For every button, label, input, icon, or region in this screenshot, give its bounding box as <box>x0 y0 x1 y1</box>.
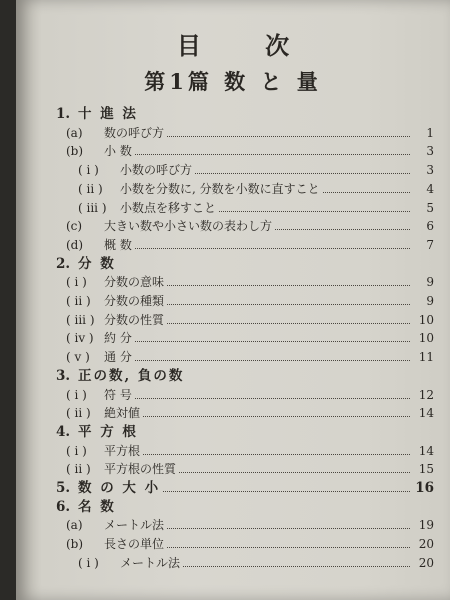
page-title: 目 次 <box>176 31 318 60</box>
dot-leader <box>183 565 410 567</box>
toc-entry <box>16 158 450 177</box>
toc-page-number: 1 <box>426 125 434 140</box>
toc-page-number: 5 <box>426 200 434 215</box>
toc-entry-number: 4. <box>56 423 71 440</box>
toc-entry-title: 約 分 <box>104 331 132 346</box>
toc-entry <box>16 102 450 121</box>
dot-leader <box>135 340 410 342</box>
toc-entry <box>16 551 450 570</box>
toc-entry-number: 3. <box>56 367 71 384</box>
toc-entry-number: (b) <box>66 144 84 159</box>
toc-entry <box>16 139 450 158</box>
toc-page-number: 10 <box>418 331 434 346</box>
toc-entry-title: 平方根の性質 <box>104 462 177 477</box>
toc-page-number: 3 <box>426 144 434 159</box>
toc-entry-number: ( ii ) <box>78 181 103 196</box>
toc-page-number: 9 <box>426 294 434 308</box>
toc-entry-number: ( iii ) <box>66 312 95 327</box>
toc-page-number: 19 <box>418 518 434 533</box>
toc-entry-number: ( i ) <box>66 387 87 402</box>
dot-leader <box>143 415 410 417</box>
toc-page-number: 6 <box>426 219 434 234</box>
toc-entry <box>16 270 450 289</box>
toc-entry <box>16 364 450 383</box>
toc-entry-title: 通 分 <box>104 350 132 365</box>
toc-entry <box>16 439 450 458</box>
toc-page-number: 10 <box>418 312 434 327</box>
toc-entry-number: 5. <box>56 480 71 496</box>
toc-entry-number: ( v ) <box>66 350 90 365</box>
toc-entry <box>16 233 450 252</box>
toc-page-number: 7 <box>426 237 434 252</box>
toc-entry-number: ( iii ) <box>78 200 107 215</box>
toc-entry-title: 符 号 <box>104 387 132 402</box>
toc-entry-title: 平 方 根 <box>78 423 138 440</box>
dot-leader <box>167 322 410 324</box>
toc-entry-title: 分 数 <box>78 255 116 272</box>
toc-entry-number: (a) <box>66 125 83 140</box>
dot-leader <box>167 546 410 548</box>
toc-entry-number: 2. <box>56 255 71 272</box>
toc-page-number: 11 <box>418 350 434 365</box>
toc-entry-title: 数 の 大 小 <box>78 480 161 496</box>
toc-entry <box>16 401 450 420</box>
toc-entry-title: 小数点を移すこと <box>120 200 217 215</box>
toc-entry <box>16 308 450 327</box>
dot-leader <box>167 303 410 305</box>
toc-entry-title: メートル法 <box>104 518 165 533</box>
toc-entry-number: (b) <box>66 537 84 552</box>
toc-entry <box>16 121 450 140</box>
toc-page-number: 9 <box>426 275 434 290</box>
toc-entry-number: ( i ) <box>66 443 87 458</box>
toc-entry-number: (a) <box>66 518 83 533</box>
toc-entry <box>16 214 450 233</box>
toc-entry-number: ( i ) <box>78 163 99 178</box>
toc-page-number: 14 <box>418 406 434 421</box>
dot-leader <box>135 247 410 249</box>
toc-entry-title: 小 数 <box>104 144 132 159</box>
toc-entry <box>16 495 450 514</box>
toc-page-number: 14 <box>418 443 434 458</box>
toc-entry <box>16 252 450 271</box>
toc-entry-title: 小数の呼び方 <box>120 163 193 178</box>
toc-entry-title: 平方根 <box>104 443 141 458</box>
toc-page-number: 4 <box>426 181 434 196</box>
dot-leader <box>167 527 410 529</box>
toc-entry <box>16 532 450 551</box>
toc-entry <box>16 420 450 439</box>
toc-entry <box>16 289 450 308</box>
toc-entry-number: ( i ) <box>78 555 99 570</box>
toc-page-number: 3 <box>426 163 434 178</box>
toc-entry-title: 絶対値 <box>104 406 141 421</box>
book-page <box>16 0 450 600</box>
toc-page-number: 15 <box>418 462 434 477</box>
toc-entry <box>16 177 450 196</box>
dot-leader <box>195 172 410 174</box>
toc-entry-title: 正の数, 負の数 <box>78 367 185 384</box>
toc-entry-number: ( ii ) <box>66 406 91 421</box>
part-title: 第1篇 数 と 量 <box>144 69 322 94</box>
dot-leader <box>163 490 410 492</box>
dot-leader <box>219 210 410 212</box>
dot-leader <box>135 397 410 399</box>
dot-leader <box>167 135 410 137</box>
toc-entry-title: メートル法 <box>120 555 181 570</box>
toc-entry-title: 大きい数や小さい数の表わし方 <box>104 219 273 234</box>
toc-entry-number: ( iv ) <box>66 331 94 346</box>
toc-entry-number: ( ii ) <box>66 294 91 308</box>
toc-entry-number: ( ii ) <box>66 462 91 477</box>
toc-entry-title: 分数の種類 <box>104 294 165 308</box>
toc-entry-number: 6. <box>56 498 71 515</box>
dot-leader <box>135 359 410 361</box>
toc-entry-title: 分数の意味 <box>104 275 165 290</box>
toc-page-number: 16 <box>415 480 434 496</box>
dot-leader <box>275 228 410 230</box>
toc-entry <box>16 457 450 476</box>
toc-entry <box>16 196 450 215</box>
dot-leader <box>143 453 410 455</box>
toc-page-number: 20 <box>418 555 434 570</box>
toc-entry <box>16 345 450 364</box>
toc-entry <box>16 513 450 532</box>
toc-entry-title: 長さの単位 <box>104 537 165 552</box>
toc-entry-title: 十 進 法 <box>78 106 138 122</box>
toc-entry-number: (d) <box>66 237 84 252</box>
toc-entry-title: 概 数 <box>104 237 132 252</box>
toc-entry-title: 数の呼び方 <box>104 125 165 140</box>
toc-entry <box>16 326 450 345</box>
toc-page-number: 12 <box>418 387 434 402</box>
toc-entry <box>16 476 450 495</box>
toc-entry-number: (c) <box>66 219 83 234</box>
toc-entry-title: 小数を分数に, 分数を小数に直すこと <box>120 181 320 196</box>
toc-entry-title: 分数の性質 <box>104 312 165 327</box>
dot-leader <box>179 471 410 473</box>
toc-entry-number: ( i ) <box>66 275 87 290</box>
toc-entry-title: 名 数 <box>78 498 116 515</box>
toc-entry-number: 1. <box>56 106 71 122</box>
toc-entry <box>16 383 450 402</box>
dot-leader <box>167 284 410 286</box>
dot-leader <box>135 153 410 155</box>
toc-page-number: 20 <box>418 537 434 552</box>
dot-leader <box>323 191 410 193</box>
